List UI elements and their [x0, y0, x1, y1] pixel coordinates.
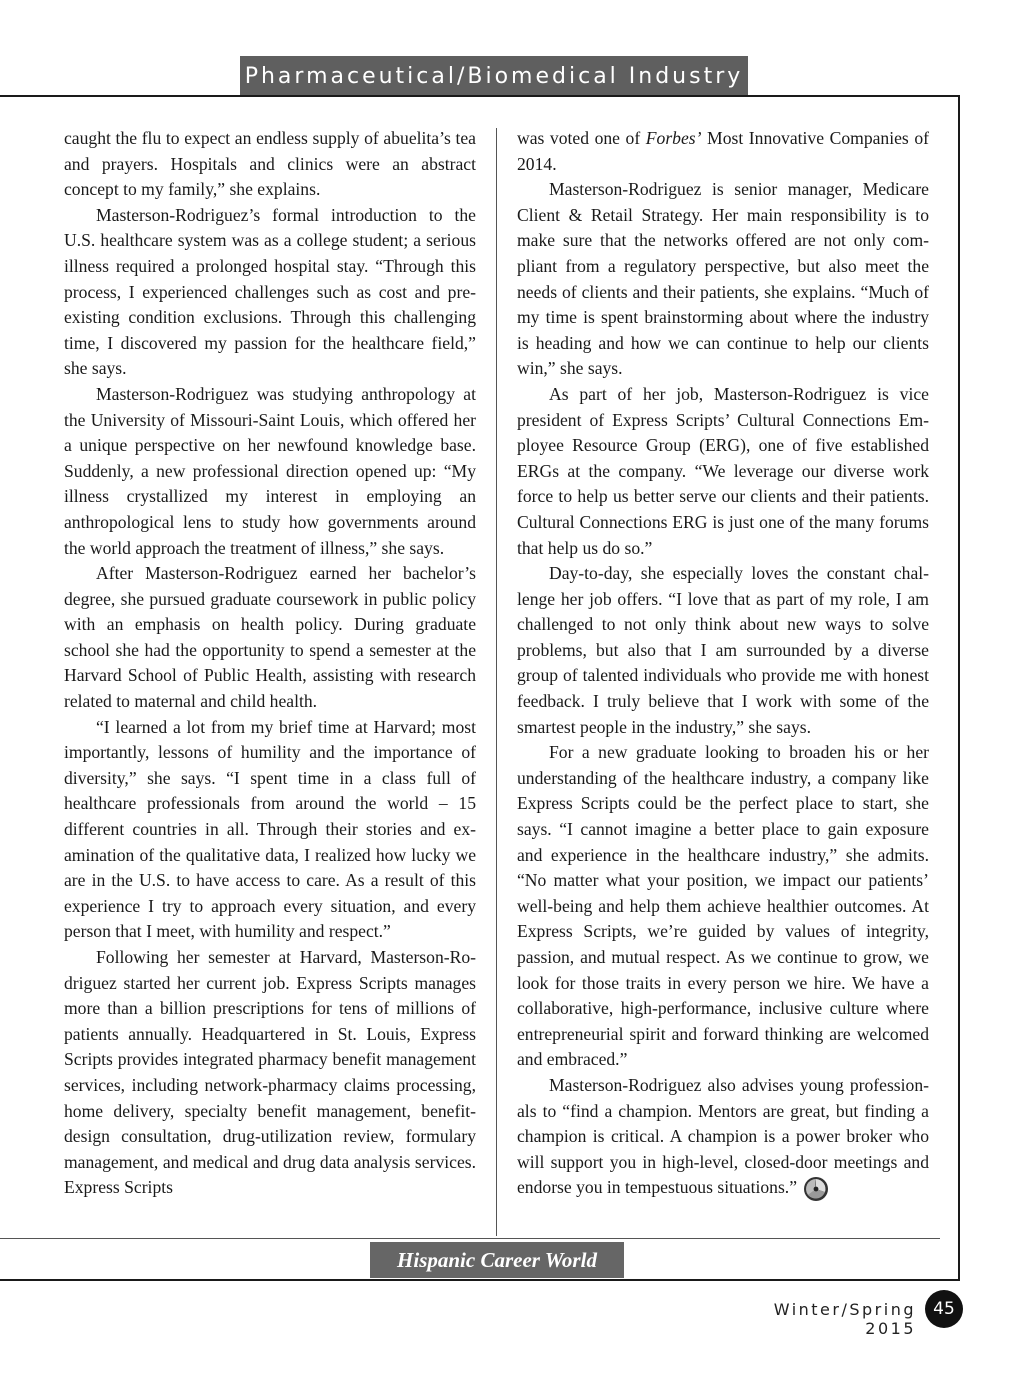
paragraph: [517, 1073, 929, 1202]
column-divider: [496, 128, 497, 1236]
paragraph: “I learned a lot from my brief time at Harvard; most importantly, lessons of humility and the importance of diversity,” she says. “I spent time in a class full of healthcare professionals from around the world – 15 different countries in all. Through their stories and examination of the qualitative data, I realized how lucky we are in the U.S. to have access to care. As a result of this experience I try to approach every situation, and every person that I meet, with humility and respect.”: [64, 716, 476, 942]
paragraph: After Masterson-Rodriguez earned her bachelor’s degree, she pursued graduate coursework in public policy with an emphasis on health policy. During graduate school she had the opportunity to spend a semester at the Harvard School of Public Health, assisting with research related to maternal and child health.: [64, 563, 476, 712]
frame-bottom-rule: [0, 1279, 960, 1281]
frame-top-rule: [0, 95, 960, 97]
paragraph: Masterson-Rodriguez’s formal introduction to the U.S. healthcare system was as a college student; a serious illness required a prolonged hospital stay. “Through this process, I experienced challenges such as cost and pre-existing condition exclusions. Through this challenging time, I discovered my passion for the healthcare field,” she says.: [64, 204, 476, 379]
paragraph: As part of her job, Masterson-Rodriguez is vice president of Express Scripts’ Cultural Connections Employee Resource Group (ERG), one of five established ERGs at the company. “We leverage our diverse work force to help us better serve our clients and their patients. Cultural Connections ERG is just one of the many forums that help us do so.”: [517, 383, 929, 558]
issue-label: Winter/Spring 2015: [773, 1300, 916, 1338]
left-column: [64, 126, 476, 1201]
paragraph: Masterson-Rodriguez is senior manager, Medicare Client & Retail Strategy. Her main responsibility is to make sure that the networks offered are not only compliant from a regulatory perspective, but also meet the needs of clients and their patients, she explains. “Much of my time is spent brainstorming about where the industry is heading and how we can continue to help our clients win,” she says.: [517, 179, 929, 379]
paragraph: [517, 126, 929, 177]
text-run: Masterson-Rodriguez also advises young professionals to “find a champion. Mentors are great, but finding a champion is critical. A champion is a power broker who will support you in high-level, closed-door meetings and endorse you in tempestuous situations.”: [517, 1074, 929, 1198]
text-run: Most Innovative Companies of 2014.: [517, 128, 929, 174]
paragraph: Masterson-Rodriguez was studying anthropology at the University of Missouri-Saint Louis, which offered her a unique perspective on her newfound knowledge base. Suddenly, a new professional direction opened up: “My illness crystallized my interest in employing an anthropological lens to study how governments around the world approach the treatment of illness,” she says.: [64, 383, 476, 558]
column-bottom-rule: [0, 1238, 940, 1239]
publication-title: Hispanic Career World: [370, 1242, 624, 1278]
section-header: Pharmaceutical/Biomedical Industry: [240, 56, 748, 96]
page-number-badge: 45: [925, 1290, 963, 1328]
right-column: [517, 126, 929, 1202]
paragraph: caught the flu to expect an endless supply of abuelita’s tea and prayers. Hospitals and clinics were an abstract concept to my family,” she explains.: [64, 128, 476, 200]
paragraph: For a new graduate looking to broaden his or her understanding of the healthcare industry, a company like Express Scripts could be the perfect place to start, she says. “I cannot imagine a better place to gain exposure and experience in the healthcare industry,” she admits. “No matter what your position, we impact our patients’ well-being and help them achieve healthier outcomes. At Express Scripts, we’re guided by values of integrity, passion, and mutual respect. As we continue to grow, we look for those traits in every person we hire. We have a collaborative, high-performance, inclusive culture where entrepreneurial spirit and forward thinking are welcomed and embraced.”: [517, 742, 929, 1070]
paragraph: Day-to-day, she especially loves the constant challenge her job offers. “I love that as part of my role, I am challenged to not only think about new ways to solve problems, but also that I am surrounded by a diverse group of talented individuals who provide me with honest feedback. I truly believe that I work with some of the smartest people in the industry,” she says.: [517, 563, 929, 737]
end-of-article-icon: [803, 1176, 829, 1202]
publication-name: Forbes’: [645, 128, 702, 148]
text-run: was voted one of: [517, 128, 646, 148]
paragraph: Following her semester at Harvard, Masterson-Rodriguez started her current job. Express Scripts manages more than a billion prescriptions for tens of millions of patients annually. Headquartered in St. Louis, Express Scripts provides integrated pharmacy benefit management services, including network-pharmacy claims processing, home delivery, specialty benefit management, benefit-design consultation, drug-utilization review, formulary management, and medical and drug data analysis services. Express Scripts: [64, 947, 476, 1198]
frame-right-rule: [958, 95, 960, 1281]
